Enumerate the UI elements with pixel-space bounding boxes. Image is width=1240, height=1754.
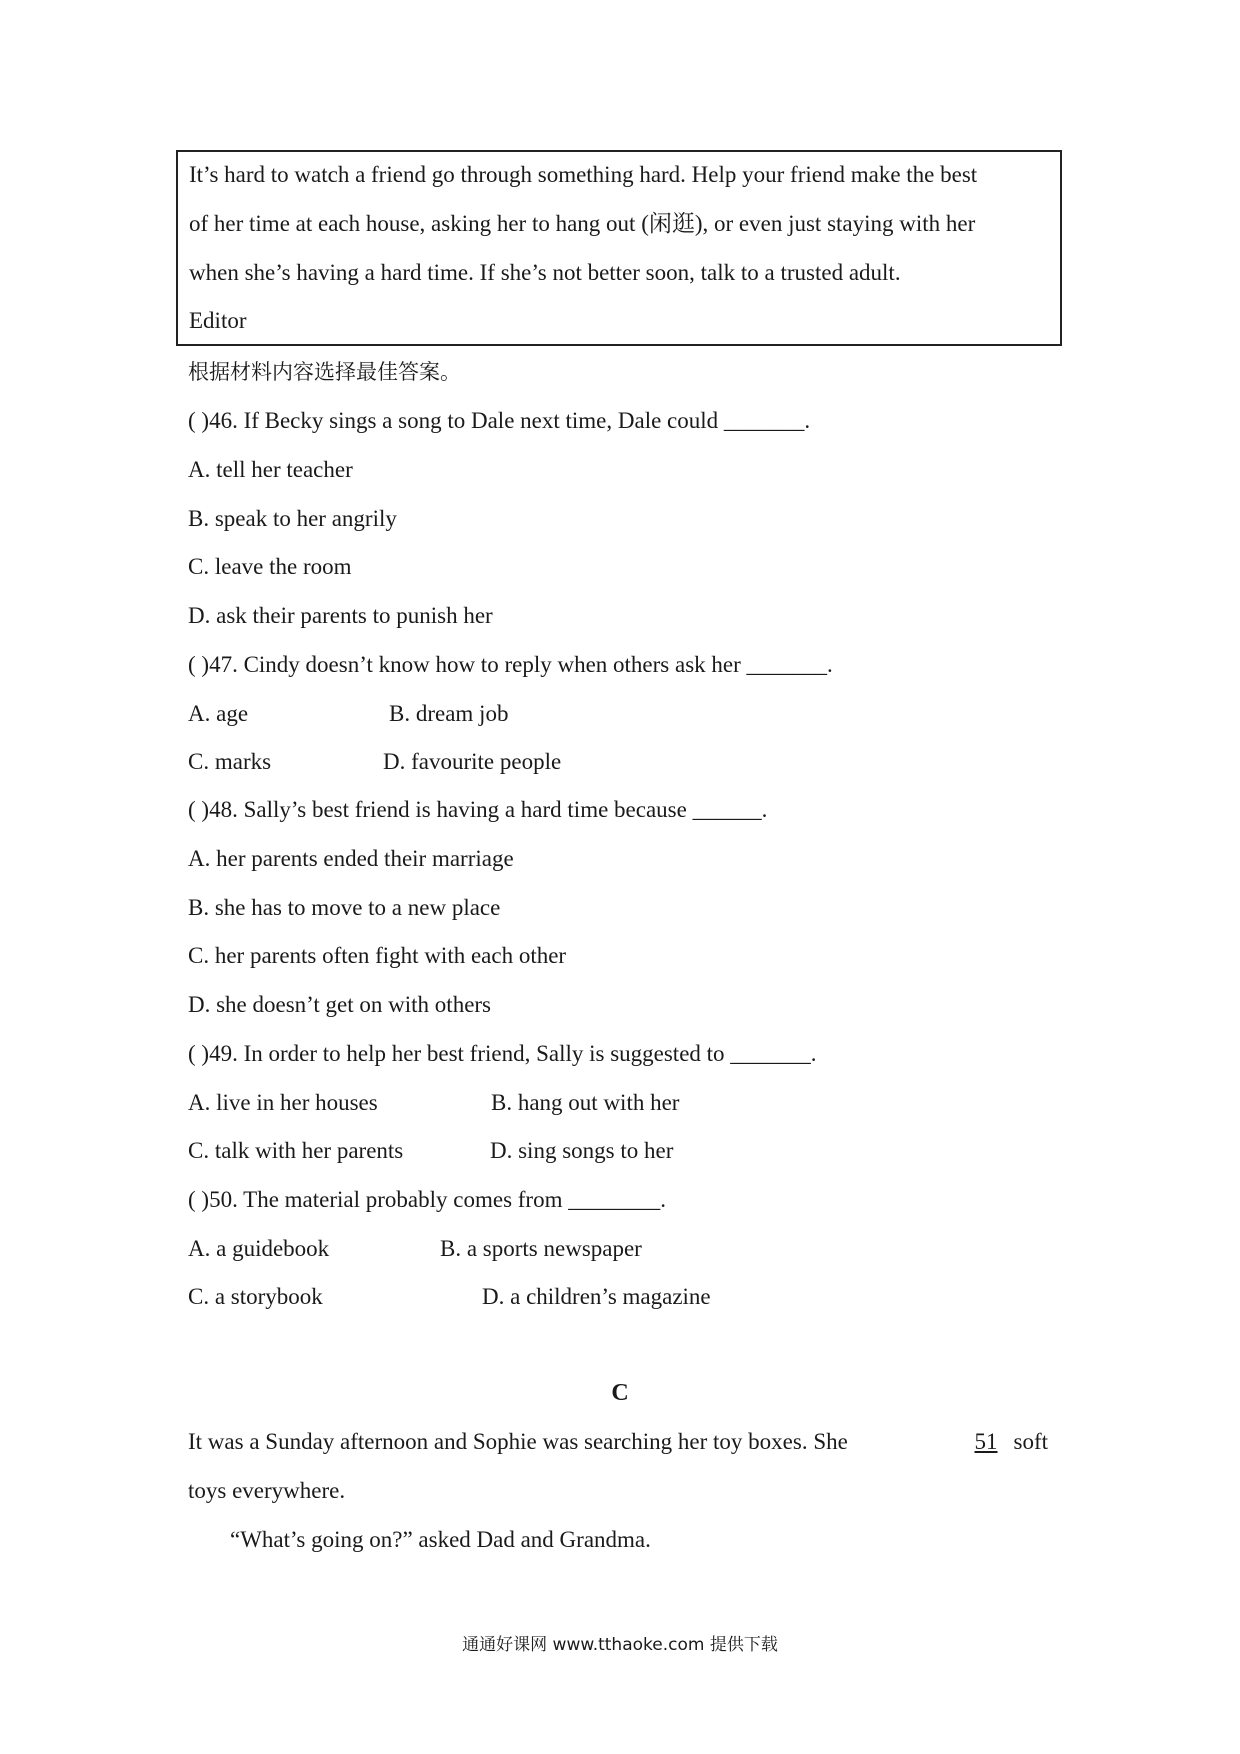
option-47-c: C. marks [188,749,272,774]
option-50-c: C. a storybook [188,1284,323,1309]
question-stem-50: ( )50. The material probably comes from ________. [188,1187,666,1212]
option-row-47-cd [188,747,562,777]
option-row-49-ab [188,1088,680,1118]
section-c-line-3: “What’s going on?” asked Dad and Grandma. [230,1527,651,1552]
section-c-text-b: soft [1013,1429,1048,1454]
question-stem-48: ( )48. Sally’s best friend is having a hard time because ______. [188,797,768,822]
blank-51: 51 [974,1429,998,1454]
option-50-a: A. a guidebook [188,1236,330,1261]
passage-line: when she’s having a hard time. If she’s not better soon, talk to a trusted adult. [189,260,901,285]
option-row-49-cd [188,1136,674,1166]
option-48-a: A. her parents ended their marriage [188,846,514,871]
option-50-d: D. a children’s magazine [482,1284,711,1309]
option-46-c: C. leave the room [188,554,352,579]
footer-source: 通通好课网 www.tthaoke.com 提供下载 [462,1635,778,1655]
option-49-a: A. live in her houses [188,1090,378,1115]
section-c-text-a: It was a Sunday afternoon and Sophie was searching her toy boxes. She [188,1429,848,1454]
option-50-b: B. a sports newspaper [440,1236,642,1261]
passage-box [176,150,1062,346]
question-stem-47: ( )47. Cindy doesn’t know how to reply when others ask her _______. [188,652,833,677]
option-48-d: D. she doesn’t get on with others [188,992,492,1017]
option-46-b: B. speak to her angrily [188,506,397,531]
section-c-line-2: toys everywhere. [188,1478,346,1503]
question-stem-49: ( )49. In order to help her best friend, Sally is suggested to _______. [188,1041,817,1066]
option-47-d: D. favourite people [383,749,562,774]
option-49-d: D. sing songs to her [490,1138,674,1163]
option-47-b: B. dream job [389,701,509,726]
passage-signature: Editor [189,308,247,333]
section-c-line-1 [188,1427,1048,1457]
option-row-50-cd [188,1282,711,1312]
passage-line: It’s hard to watch a friend go through something hard. Help your friend make the best [189,162,978,187]
section-heading-c: C [611,1380,629,1406]
passage-line: of her time at each house, asking her to hang out (闲逛), or even just staying with her [189,211,976,236]
option-48-c: C. her parents often fight with each other [188,943,567,968]
option-48-b: B. she has to move to a new place [188,895,501,920]
question-stem-46: ( )46. If Becky sings a song to Dale next time, Dale could _______. [188,408,811,433]
option-row-50-ab [188,1234,642,1264]
option-46-d: D. ask their parents to punish her [188,603,493,628]
option-47-a: A. age [188,701,249,726]
option-49-c: C. talk with her parents [188,1138,404,1163]
option-46-a: A. tell her teacher [188,457,353,482]
instruction: 根据材料内容选择最佳答案。 [188,360,461,384]
option-row-47-ab [188,699,509,729]
option-49-b: B. hang out with her [491,1090,680,1115]
